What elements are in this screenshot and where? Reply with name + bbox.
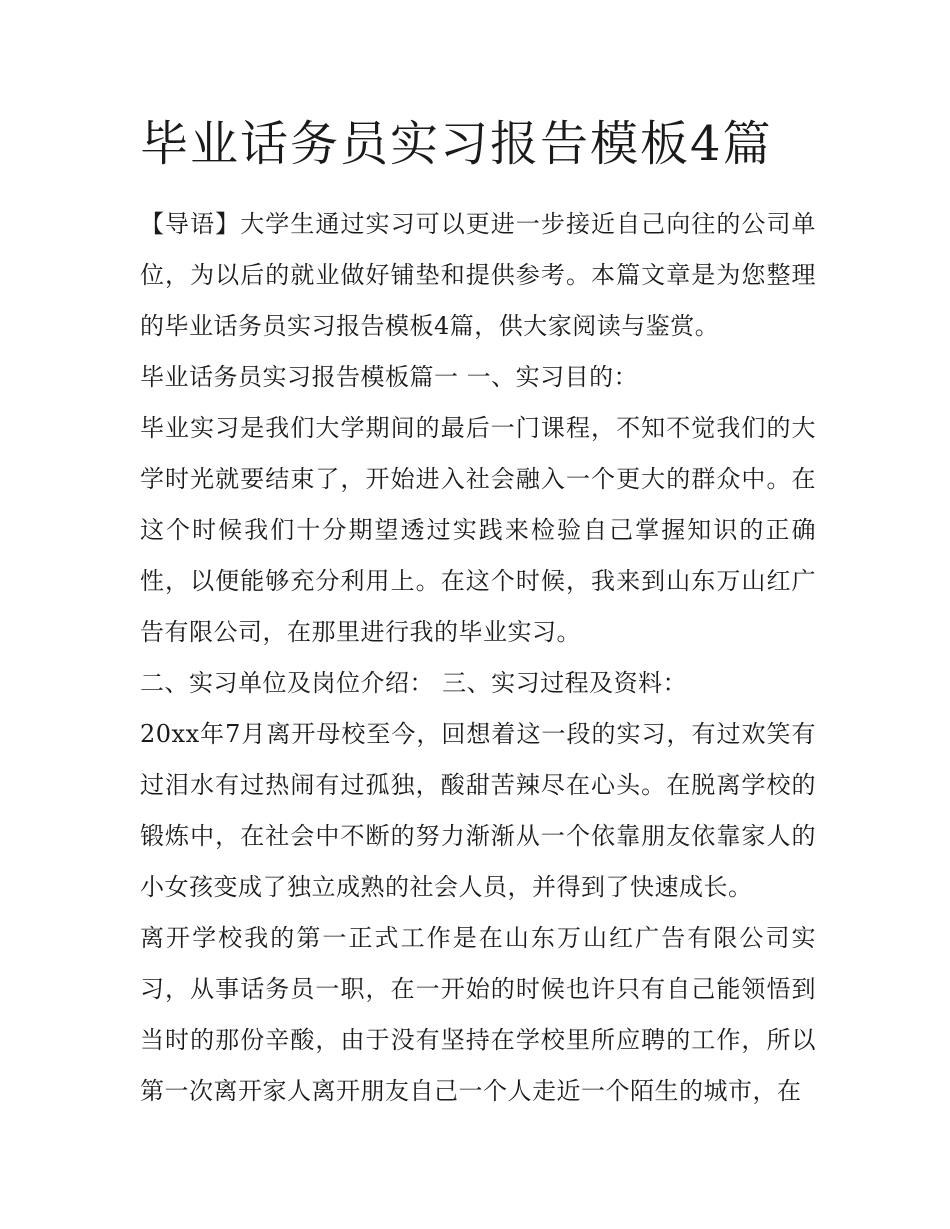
section-heading-2: 二、实习单位及岗位介绍： 三、实习过程及资料：	[140, 669, 688, 697]
body-paragraph: 20xx年7月离开母校至今，回想着这一段的实习，有过欢笑有过泪水有过热闹有过孤独，酸甜苦辣尽在心头。在脱离学校的锻炼中，在社会中不断的努力渐渐从一个依靠朋友依靠家人的小女孩变成了独立成熟的社会人员，并得到了快速成长。	[140, 720, 816, 901]
document-title: 毕业话务员实习报告模板4篇	[140, 116, 773, 172]
section-heading-1: 毕业话务员实习报告模板篇一 一、实习目的：	[140, 363, 639, 391]
body-paragraph: 离开学校我的第一正式工作是在山东万山红广告有限公司实习，从事话务员一职，在一开始的时候也许只有自己能领悟到当时的那份辛酸，由于没有坚持在学校里所应聘的工作，所以第一次离开家人离开朋友自己一个人走近一个陌生的城市，在	[140, 924, 816, 1105]
document-body	[140, 199, 816, 1117]
intro-paragraph: 【导语】大学生通过实习可以更进一步接近自己向往的公司单位，为以后的就业做好铺垫和提供参考。本篇文章是为您整理的毕业话务员实习报告模板4篇，供大家阅读与鉴赏。	[140, 210, 816, 340]
body-paragraph: 毕业实习是我们大学期间的最后一门课程，不知不觉我们的大学时光就要结束了，开始进入社会融入一个更大的群众中。在这个时候我们十分期望透过实践来检验自己掌握知识的正确性，以便能够充分利用上。在这个时候，我来到山东万山红广告有限公司，在那里进行我的毕业实习。	[140, 414, 816, 646]
